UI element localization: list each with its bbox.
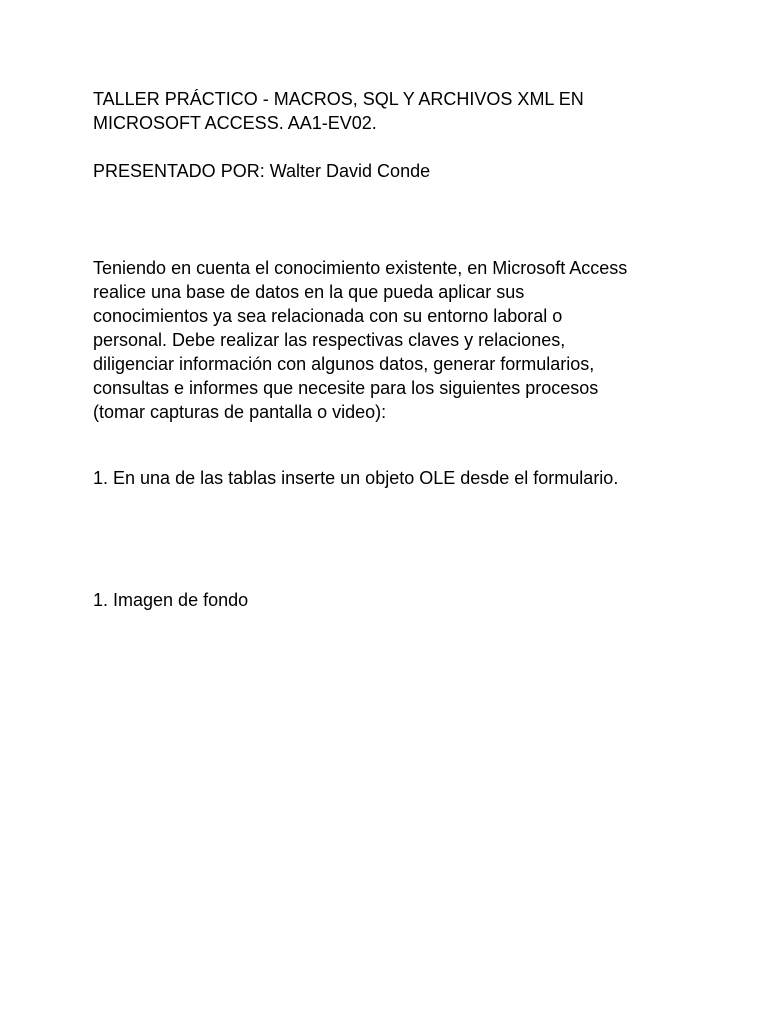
instructions-paragraph: Teniendo en cuenta el conocimiento existente, en Microsoft Access realice una base de datos en la que pueda aplicar sus conocimientos ya sea relacionada con su entorno laboral o personal. Debe realizar las respectivas claves y relaciones, diligenciar información con algunos datos, generar formularios, consultas e informes que necesite para los siguientes procesos (tomar capturas de pantalla o video): <box>93 258 628 422</box>
author-line: PRESENTADO POR: Walter David Conde <box>93 161 431 181</box>
list-item-ole-object: 1. En una de las tablas inserte un objeto OLE desde el formulario. <box>93 468 619 488</box>
list-item-background-image: 1. Imagen de fondo <box>93 590 249 610</box>
document-title: TALLER PRÁCTICO - MACROS, SQL Y ARCHIVOS XML EN MICROSOFT ACCESS. AA1-EV02. <box>93 89 584 133</box>
